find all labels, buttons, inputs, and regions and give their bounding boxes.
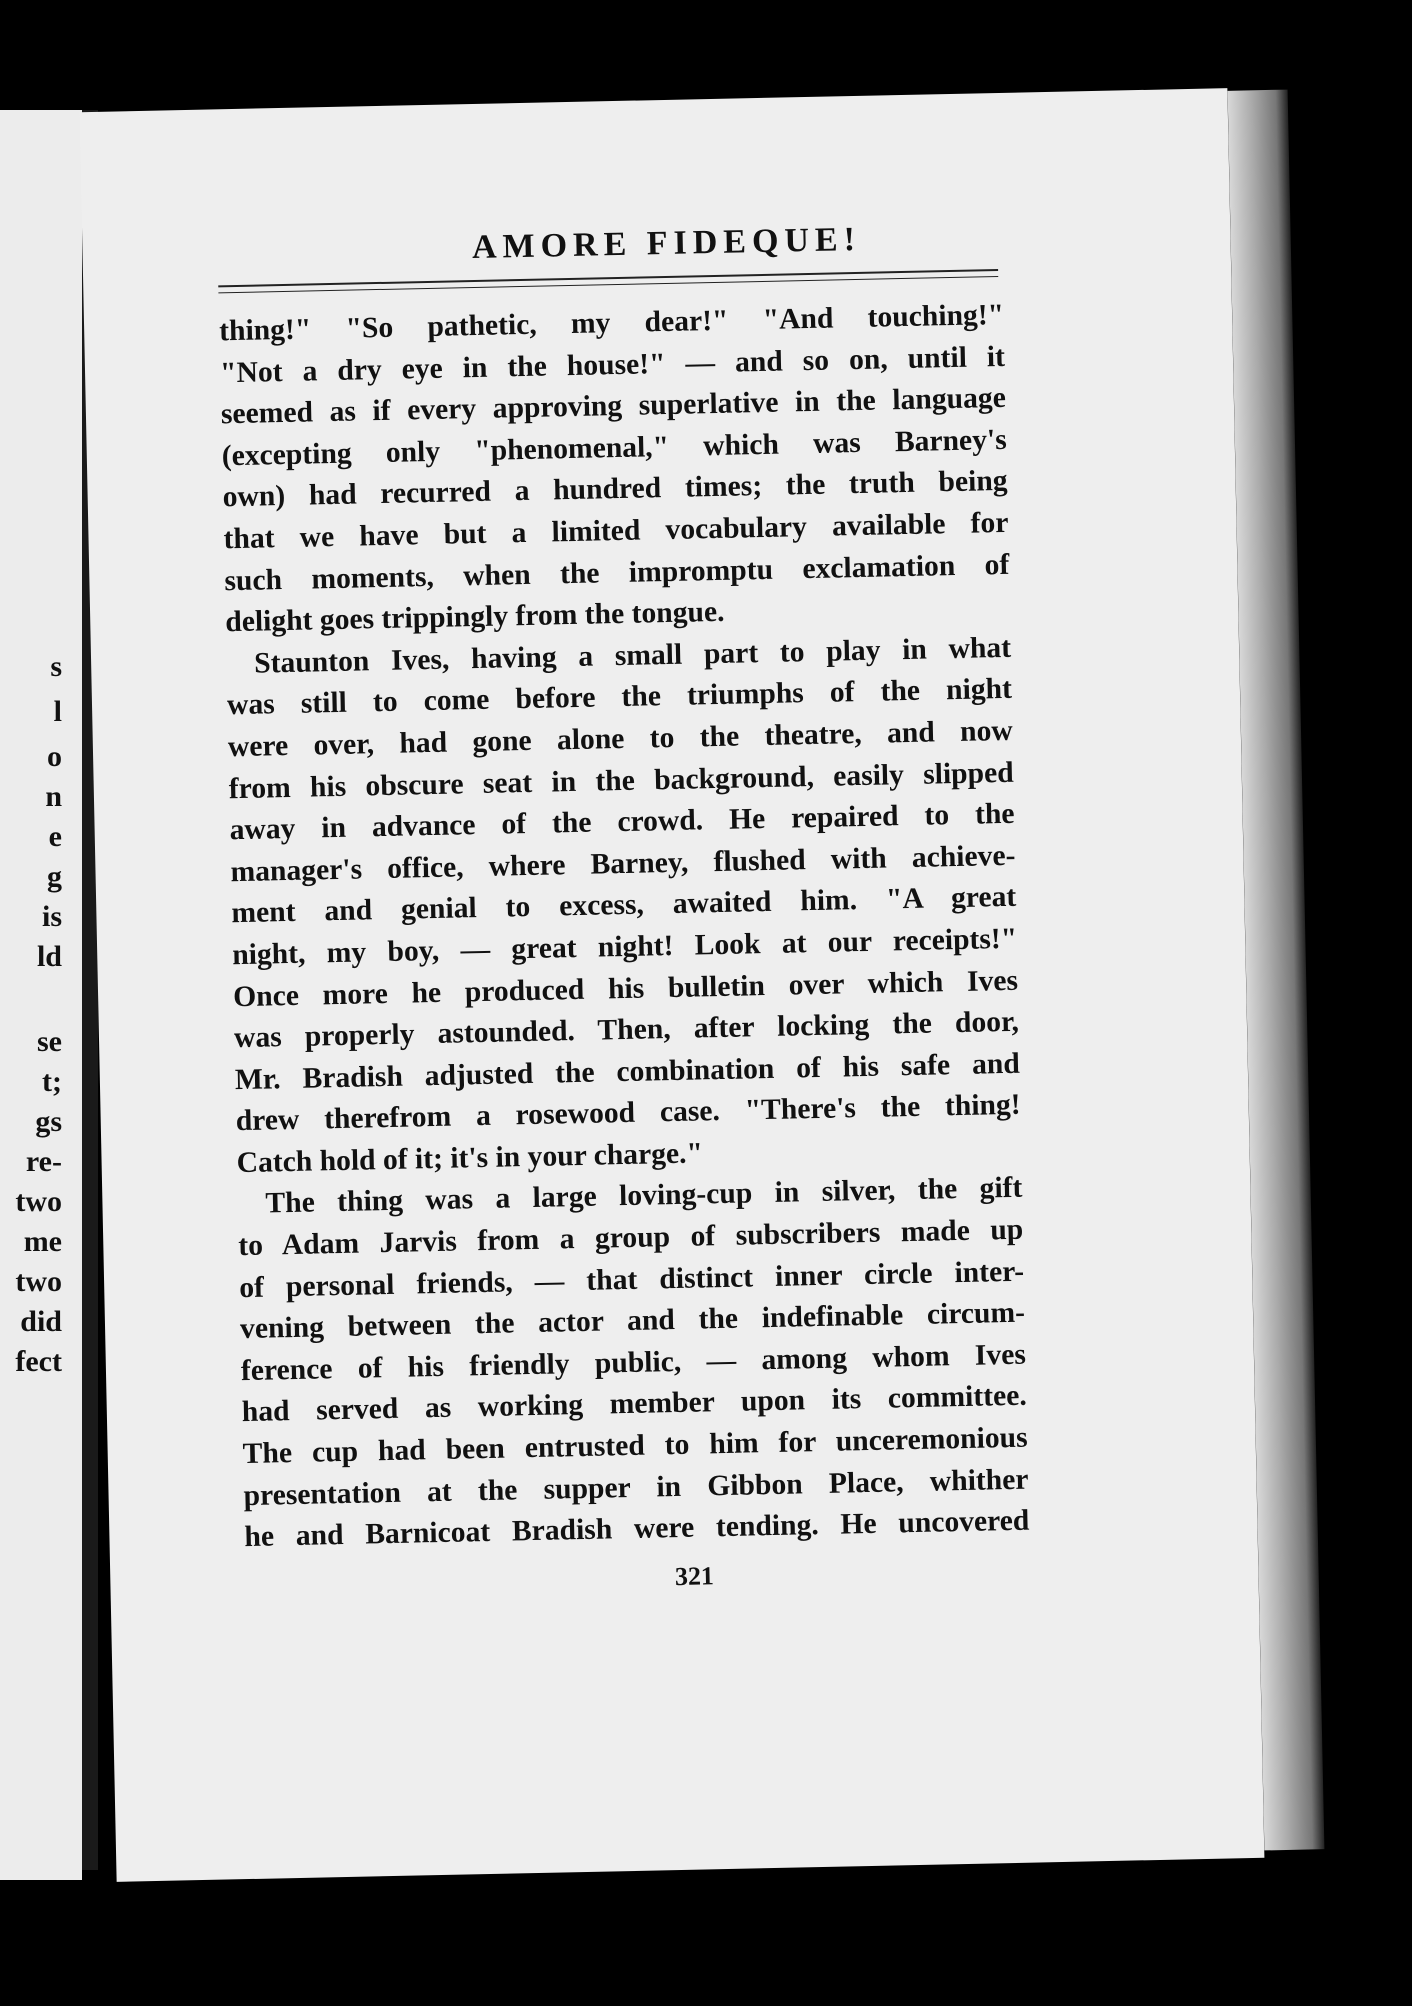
facing-page-fragment: two	[15, 1265, 62, 1298]
text-line: Once more he produced his bulletin over which Ives	[232, 964, 1019, 1013]
facing-page-fragment: ld	[36, 940, 62, 973]
text-line: of personal friends, — that distinct inner circle inter-	[238, 1255, 1025, 1304]
text-line: presentation at the supper in Gibbon Place, whither	[243, 1463, 1029, 1512]
facing-page-fragment: e	[48, 820, 62, 853]
facing-page-fragment: fect	[15, 1345, 62, 1378]
facing-page-fragment: o	[47, 740, 62, 773]
text-line: ment and genial to excess, awaited him. "A great	[231, 881, 1017, 930]
facing-page-fragment: s	[50, 650, 62, 683]
text-line: such moments, when the impromptu exclamation of	[224, 548, 1010, 597]
facing-page-fragment: g	[47, 860, 62, 893]
facing-page-fragment: l	[53, 695, 62, 728]
text-line: away in advance of the crowd. He repaired to the	[229, 797, 1015, 847]
facing-page-fragment: two	[15, 1185, 62, 1218]
text-line: had served as working member upon its committee.	[241, 1380, 1028, 1429]
facing-page-fragment: t;	[42, 1065, 62, 1098]
facing-page-fragment: n	[45, 780, 62, 813]
text-line: The cup had been entrusted to him for unceremonious	[242, 1421, 1028, 1471]
text-line: was properly astounded. Then, after locking the door,	[233, 1005, 1020, 1055]
text-line: "Not a dry eye in the house!" — and so on, until it	[219, 340, 1006, 389]
text-line: from his obscure seat in the background, easily slipped	[228, 756, 1014, 805]
facing-page-fragment: gs	[35, 1105, 62, 1138]
text-line: The thing was a large loving-cup in silver, the gift	[265, 1172, 1023, 1221]
text-line: seemed as if every approving superlative in the language	[220, 382, 1007, 431]
text-line: night, my boy, — great night! Look at our receipts!"	[231, 922, 1018, 972]
page-number: 321	[674, 1561, 715, 1592]
text-line: ference of his friendly public, — among whom Ives	[240, 1338, 1027, 1387]
running-head: AMORE FIDEQUE!	[471, 220, 862, 267]
body-text	[219, 295, 1030, 1559]
text-line: to Adam Jarvis from a group of subscribers made up	[238, 1213, 1024, 1263]
text-line: Catch hold of it; it's in your charge."	[236, 1137, 704, 1180]
text-line: own) had recurred a hundred times; the truth being	[222, 465, 1008, 514]
book-page	[80, 88, 1265, 1882]
text-line: were over, had gone alone to the theatre, and now	[227, 714, 1014, 764]
text-line: that we have but a limited vocabulary available for	[223, 506, 1009, 556]
facing-page-edge	[0, 110, 82, 1880]
facing-page-fragment: did	[20, 1305, 62, 1338]
text-line: manager's office, where Barney, flushed with achieve-	[230, 839, 1016, 888]
facing-page-fragment: is	[41, 900, 62, 933]
facing-page-fragment: me	[23, 1225, 62, 1258]
text-line: he and Barnicoat Bradish were tending. He uncovered	[244, 1504, 1030, 1554]
text-line: Staunton Ives, having a small part to play in what	[253, 631, 1012, 680]
text-line: (excepting only "phenomenal," which was Barney's	[221, 423, 1007, 473]
text-line: delight goes trippingly from the tongue.	[224, 595, 725, 639]
text-line: Mr. Bradish adjusted the combination of his safe and	[234, 1047, 1021, 1096]
text-line: vening between the actor and the indefinable circum-	[239, 1296, 1026, 1346]
text-line: was still to come before the triumphs of the night	[226, 673, 1013, 722]
facing-page-fragment: se	[37, 1025, 62, 1058]
text-line: thing!" "So pathetic, my dear!" "And touching!"	[218, 298, 1005, 348]
text-line: drew therefrom a rosewood case. "There's the thing!	[235, 1089, 1021, 1138]
facing-page-fragment: re-	[25, 1145, 62, 1178]
